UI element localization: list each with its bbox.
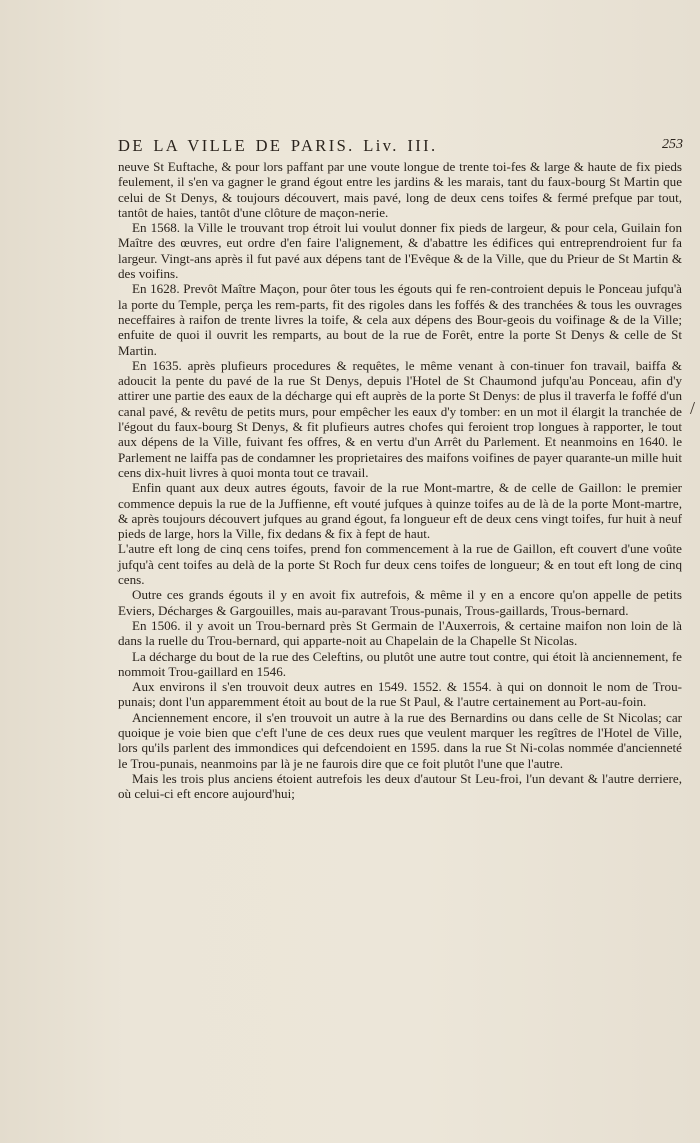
paragraph: L'autre eft long de cinq cens toifes, prend fon commencement à la rue de Gaillon, eft couvert d'une voûte jufqu'à cent toifes au delà de la porte St Roch fur deux cens toifes de longueur; & en tout eft long de cinq cens. xyxy=(118,541,682,588)
paragraph: La décharge du bout de la rue des Celeftins, ou plutôt une autre tout contre, qui étoit là anciennement, fe nommoit Trou-gaillard en 1546. xyxy=(118,648,682,679)
page-number: 253 xyxy=(662,137,683,152)
paragraph: Mais les trois plus anciens étoient autrefois les deux d'autour St Leu-froi, l'un devant & l'autre derriere, où celui-ci eft encore aujourd'hui; xyxy=(118,770,682,802)
paragraph: Aux environs il s'en trouvoit deux autres en 1549. 1552. & 1554. à qui on donnoit le nom de Trou-punais; dont l'un apparemment étoit au bout de la rue St Paul, & l'autre certainement au Port-au-foin. xyxy=(118,679,682,710)
paragraph: En 1635. après plufieurs procedures & requêtes, le même venant à con-tinuer fon travail, baiffa & adoucit la pente du pavé de la rue St Denys, depuis l'Hotel de St Chaumond jufqu'au Ponceau, afin d'y attirer une partie des eaux de la décharge qui eft auprès de la porte St Denys: de plus il traverfa le foffé d'un canal pavé, & revêtu de petits murs, pour empêcher les eaux d'y tomber: en un mot il élargit la tranchée de l'égout du faux-bourg St Denys, & fit plufieurs autres chofes qui feroient trop longues à rapporter, le tout aux dépens de la Ville, fuivant fes offres, & en vertu d'un Arrêt du Parlement. Et neanmoins en 1640. le Parlement ne laiffa pas de condamner les proprietaires des maifons voifines de payer quarante-un mille huit cens dix-huit livres à quoi monta tout ce travail. xyxy=(118,357,682,480)
paragraph: Enfin quant aux deux autres égouts, favoir de la rue Mont-martre, & de celle de Gaillon: le premier commence depuis la rue de la Juffienne, eft vouté jufques à quinze toifes au de là de la porte Mont-martre, & après toujours découvert jufques au grand égout, fa longueur eft de deux cens vingt toifes, fur huit à neuf pieds de large, hors la Ville, fix dedans & fix à fept de haut. xyxy=(118,480,682,542)
body-text xyxy=(118,159,682,801)
margin-mark: / xyxy=(690,398,696,418)
paragraph: neuve St Euftache, & pour lors paffant par une voute longue de trente toi-fes & large & haute de fix pieds feulement, il s'en va gagner le grand égout entre les jardins & les marais, tant du faux-bourg St Martin que celui de St Denys, & toujours découvert, mais pavé, long de deux cens toifes & fermé prefque par tout, tantôt de haies, tantôt d'une clôture de maçon-nerie. xyxy=(118,159,682,220)
paragraph: En 1628. Prevôt Maître Maçon, pour ôter tous les égouts qui fe ren-controient depuis le Ponceau jufqu'à la porte du Temple, perça les rem-parts, fit des rigoles dans les foffés & des tranchées & tous les ouvrages neceffaires à raifon de trente livres la toife, & cela aux dépens des Bour-geois du voifinage & de la Ville; enfuite de quoi il ouvrit les remparts, au bout de la rue de Forêt, entre la porte St Denys & celle de St Martin. xyxy=(118,281,682,358)
paragraph: Outre ces grands égouts il y en avoit fix autrefois, & même il y en a encore qu'on appelle de petits Eviers, Décharges & Gargouilles, mais au-paravant Trous-punais, Trous-gaillards, Trous-bernard. xyxy=(118,587,682,618)
paragraph: Anciennement encore, il s'en trouvoit un autre à la rue des Bernardins ou dans celle de St Nicolas; car quoique je voie bien que c'eft l'une de ces deux rues que veulent marquer les regîtres de l'Hotel de Ville, lors qu'ils parlent des immondices qui defcendoient en 1595. dans la rue St Ni-colas nommée d'ancienneté le Trou-punais, neanmoins par là je ne faurois dire que ce foit plutôt l'une que l'autre. xyxy=(118,709,682,771)
running-header xyxy=(118,136,683,158)
running-title: DE LA VILLE DE PARIS. Liv. III. xyxy=(118,136,438,155)
paragraph: En 1568. la Ville le trouvant trop étroit lui voulut donner fix pieds de largeur, & pour cela, Guilain fon Maître des œuvres, eut ordre d'en faire l'alignement, & d'abattre les édifices qui entreprendroient fur fa largeur. Vingt-ans après il fut pavé aux dépens tant de l'Evêque & de la Ville, que du Prieur de St Martin & des voifins. xyxy=(118,220,682,282)
paragraph: En 1506. il y avoit un Trou-bernard près St Germain de l'Auxerrois, & certaine maifon non loin de là dans la ruelle du Trou-bernard, qui apparte-noit au Chapelain de la Chapelle St Nicolas. xyxy=(118,617,682,649)
